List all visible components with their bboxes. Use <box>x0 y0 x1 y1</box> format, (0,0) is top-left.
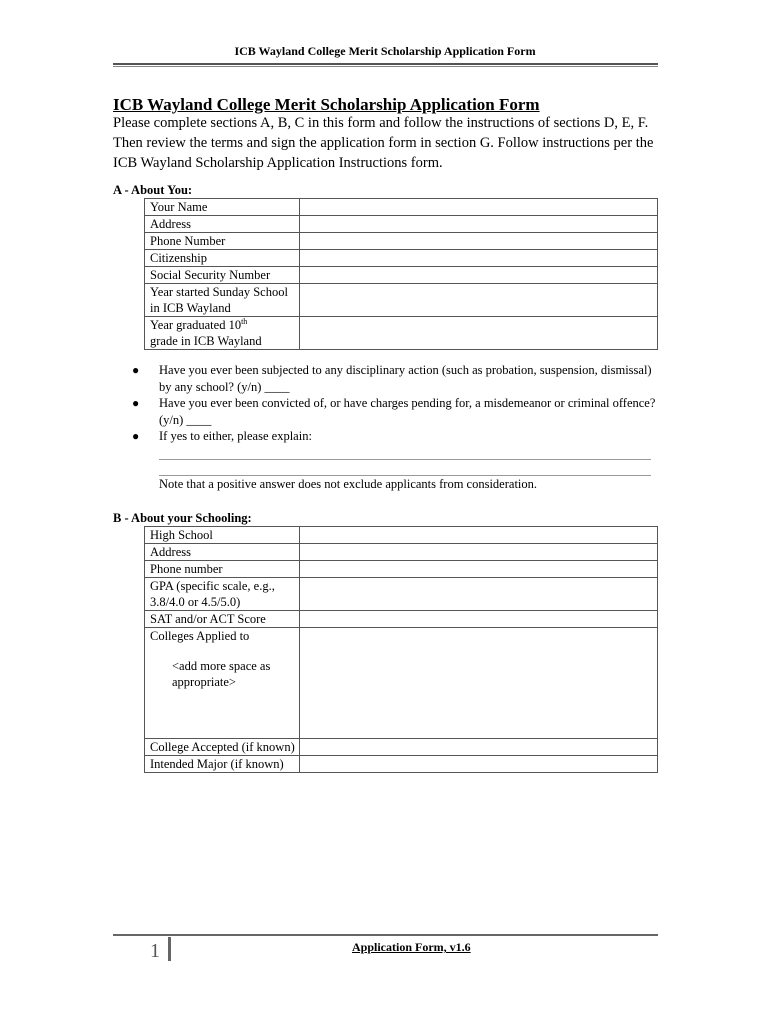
field-label: College Accepted (if known) <box>145 739 300 756</box>
college-accepted-field[interactable] <box>300 739 658 756</box>
bullet-icon: ● <box>132 363 140 377</box>
field-label: Address <box>145 544 300 561</box>
address-field[interactable] <box>300 216 658 233</box>
header-rule-thin <box>113 66 658 67</box>
colleges-placeholder: <add more space as appropriate> <box>172 659 271 689</box>
list-item: ● Have you ever been subjected to any disciplinary action (such as probation, suspension, dismissal) by any school? (y/n) ____ <box>132 363 652 394</box>
high-school-field[interactable] <box>300 527 658 544</box>
table-row <box>145 216 658 233</box>
school-phone-field[interactable] <box>300 561 658 578</box>
bullet-icon: ● <box>132 396 140 410</box>
table-row <box>145 578 658 611</box>
field-label: Citizenship <box>145 250 300 267</box>
page-number: 1 <box>150 940 160 962</box>
footer-rule <box>113 934 658 936</box>
field-label: SAT and/or ACT Score <box>145 611 300 628</box>
table-row <box>145 739 658 756</box>
phone-number-field[interactable] <box>300 233 658 250</box>
table-row <box>145 317 658 350</box>
disciplinary-questions <box>132 362 662 445</box>
explanation-line[interactable] <box>159 459 651 460</box>
form-intro: Please complete sections A, B, C in this form and follow the instructions of sections D, E, F. Then review the terms and sign the application form in section G. Follow instructions per the ICB Wayland Scholarship Application Instructions form. <box>113 115 654 171</box>
list-item: ● Have you ever been convicted of, or have charges pending for, a misdemeanor or criminal offence? (y/n) ____ <box>132 396 656 427</box>
section-b-table <box>144 526 658 773</box>
field-label: Colleges Applied to <add more space as appropriate> <box>145 628 300 739</box>
field-label: GPA (specific scale, e.g., 3.8/4.0 or 4.5/5.0) <box>145 578 300 611</box>
graduation-year-field[interactable] <box>300 317 658 350</box>
section-a-table <box>144 198 658 350</box>
explanation-line[interactable] <box>159 475 651 476</box>
page-header-title: ICB Wayland College Merit Scholarship Application Form <box>234 44 536 58</box>
header-rule <box>113 63 658 65</box>
field-label: Phone Number <box>145 233 300 250</box>
table-row <box>145 756 658 773</box>
table-row <box>145 199 658 216</box>
sat-act-field[interactable] <box>300 611 658 628</box>
field-label: Year started Sunday School in ICB Wayland <box>145 284 300 317</box>
citizenship-field[interactable] <box>300 250 658 267</box>
table-row <box>145 233 658 250</box>
colleges-applied-field[interactable] <box>300 628 658 739</box>
field-label: Social Security Number <box>145 267 300 284</box>
section-a-heading: A - About You: <box>113 183 193 197</box>
field-label: High School <box>145 527 300 544</box>
field-label: Year graduated 10th grade in ICB Wayland <box>145 317 300 350</box>
table-row <box>145 544 658 561</box>
field-label: Address <box>145 216 300 233</box>
table-row <box>145 628 658 739</box>
field-label: Your Name <box>145 199 300 216</box>
school-address-field[interactable] <box>300 544 658 561</box>
field-label: Phone number <box>145 561 300 578</box>
table-row <box>145 561 658 578</box>
table-row <box>145 250 658 267</box>
ssn-field[interactable] <box>300 267 658 284</box>
table-row <box>145 267 658 284</box>
your-name-field[interactable] <box>300 199 658 216</box>
section-b-heading: B - About your Schooling: <box>113 511 252 525</box>
list-item: ● If yes to either, please explain: <box>132 429 312 443</box>
intended-major-field[interactable] <box>300 756 658 773</box>
gpa-field[interactable] <box>300 578 658 611</box>
consideration-note: Note that a positive answer does not exclude applicants from consideration. <box>159 477 538 491</box>
table-row <box>145 527 658 544</box>
field-label: Intended Major (if known) <box>145 756 300 773</box>
sunday-school-year-field[interactable] <box>300 284 658 317</box>
form-title: ICB Wayland College Merit Scholarship Application Form <box>113 95 540 114</box>
page-number-divider <box>168 937 171 961</box>
bullet-icon: ● <box>132 429 140 443</box>
footer-version: Application Form, v1.6 <box>352 940 471 954</box>
table-row <box>145 611 658 628</box>
table-row <box>145 284 658 317</box>
